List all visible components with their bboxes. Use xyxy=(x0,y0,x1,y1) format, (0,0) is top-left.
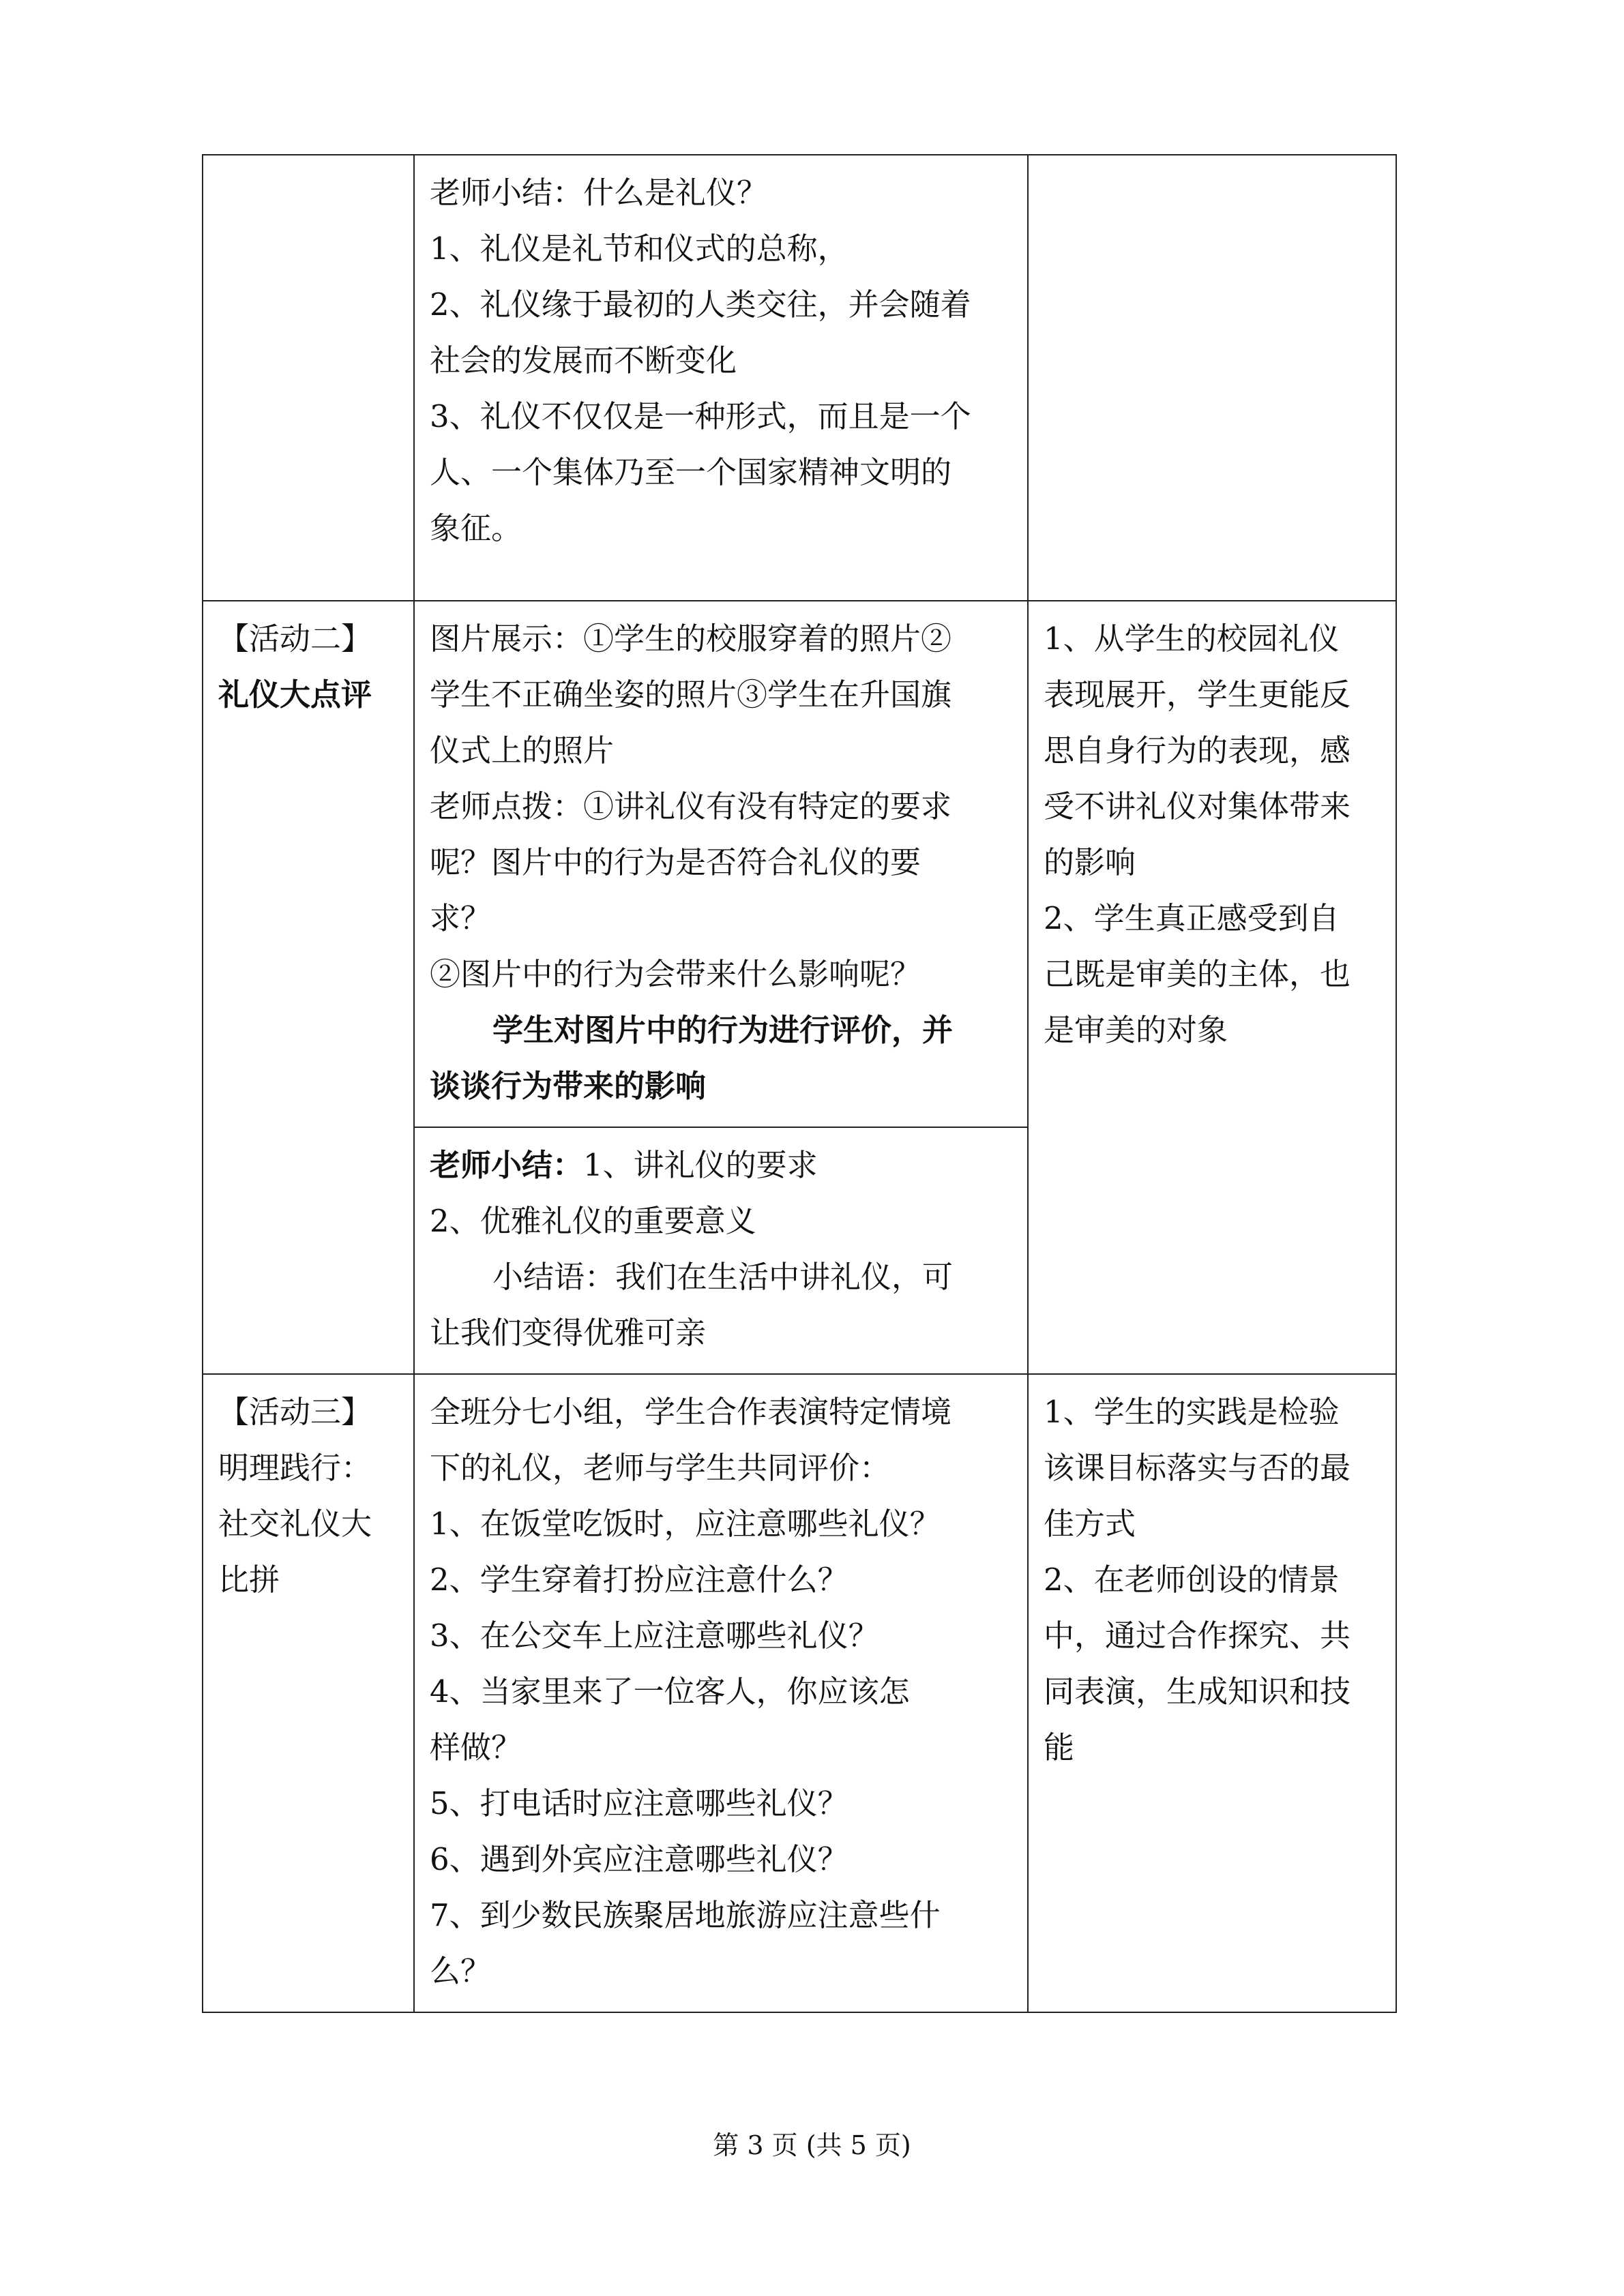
text-line: 社会的发展而不断变化 xyxy=(430,342,737,378)
text-line: 学生不正确坐姿的照片③学生在升国旗 xyxy=(430,676,952,713)
summary-label: 老师小结： xyxy=(430,1147,584,1183)
text-line: 1、从学生的校园礼仪 xyxy=(1044,621,1340,657)
summary-line xyxy=(430,1137,1012,1193)
purpose-cell xyxy=(1028,155,1396,601)
text-line: 3、礼仪不仅仅是一种形式，而且是一个 xyxy=(430,398,971,434)
text-line: 表现展开，学生更能反 xyxy=(1044,676,1351,713)
text-line: 小结语：我们在生活中讲礼仪，可 xyxy=(492,1259,954,1295)
text-line: 4、当家里来了一位客人，你应该怎 xyxy=(430,1673,910,1710)
text-line: 社交礼仪大 xyxy=(218,1506,372,1542)
text-line: 让我们变得优雅可亲 xyxy=(430,1315,707,1351)
text-line: 己既是审美的主体，也 xyxy=(1044,956,1351,992)
activity-cell xyxy=(203,601,414,1374)
text-line: 老师点拨：①讲礼仪有没有特定的要求 xyxy=(430,788,952,824)
text-line: 同表演，生成知识和技 xyxy=(1044,1673,1351,1710)
text-line: 2、在老师创设的情景 xyxy=(1044,1562,1340,1598)
text-line: 能 xyxy=(1044,1729,1075,1765)
content-cell xyxy=(414,1374,1028,2012)
text-line: 下的礼仪，老师与学生共同评价： xyxy=(430,1450,891,1486)
text-line: 1、学生的实践是检验 xyxy=(1044,1394,1340,1430)
content-cell xyxy=(414,155,1028,601)
text-line: 图片展示：①学生的校服穿着的照片② xyxy=(430,621,952,657)
text-line: 思自身行为的表现，感 xyxy=(1044,732,1351,769)
text-line: 1、在饭堂吃饭时，应注意哪些礼仪？ xyxy=(430,1506,941,1542)
text-line: 比拼 xyxy=(218,1562,280,1598)
text-line: 样做？ xyxy=(430,1729,522,1765)
text-line: 佳方式 xyxy=(1044,1506,1136,1542)
activity-name: 礼仪大点评 xyxy=(218,676,372,713)
text-line: 5、打电话时应注意哪些礼仪？ xyxy=(430,1785,848,1821)
activity-cell xyxy=(203,155,414,601)
text-line: 老师小结：什么是礼仪？ xyxy=(430,175,768,211)
text-line: 受不讲礼仪对集体带来 xyxy=(1044,788,1351,824)
text-line: 中，通过合作探究、共 xyxy=(1044,1617,1351,1654)
activity-title: 【活动二】 xyxy=(218,621,372,657)
text-line: 2、学生真正感受到自 xyxy=(1044,900,1340,936)
text-line: 全班分七小组，学生合作表演特定情境 xyxy=(430,1394,952,1430)
text-line: 呢？图片中的行为是否符合礼仪的要 xyxy=(430,844,921,880)
bold-text-line: 谈谈行为带来的影响 xyxy=(430,1068,707,1104)
text-line: 么？ xyxy=(430,1953,492,1989)
text-line: 人、一个集体乃至一个国家精神文明的 xyxy=(430,454,952,490)
table-row xyxy=(203,155,1396,601)
text-line: 2、优雅礼仪的重要意义 xyxy=(430,1203,756,1239)
text-line: 3、在公交车上应注意哪些礼仪？ xyxy=(430,1617,879,1654)
text-line: 是审美的对象 xyxy=(1044,1012,1228,1048)
text-line: 6、遇到外宾应注意哪些礼仪？ xyxy=(430,1841,848,1877)
text-line: 明理践行： xyxy=(218,1450,372,1486)
text-line: 2、礼仪缘于最初的人类交往，并会随着 xyxy=(430,286,971,323)
text-line: 的影响 xyxy=(1044,844,1136,880)
content-cell xyxy=(414,601,1028,1127)
activity-cell xyxy=(203,1374,414,2012)
text-line: 2、学生穿着打扮应注意什么？ xyxy=(430,1562,848,1598)
lesson-plan-table xyxy=(202,154,1397,2013)
text-line: ②图片中的行为会带来什么影响呢？ xyxy=(430,956,921,992)
activity-title: 【活动三】 xyxy=(218,1394,372,1430)
bold-text-line: 学生对图片中的行为进行评价，并 xyxy=(492,1012,954,1048)
text-line: 1、礼仪是礼节和仪式的总称， xyxy=(430,230,848,267)
table-row xyxy=(203,601,1396,1127)
text-line: 象征。 xyxy=(430,510,522,546)
text-line: 仪式上的照片 xyxy=(430,732,615,769)
text-line: 求？ xyxy=(430,900,492,936)
summary-first: 1、讲礼仪的要求 xyxy=(583,1147,818,1183)
purpose-cell xyxy=(1028,601,1396,1374)
purpose-cell xyxy=(1028,1374,1396,2012)
text-line: 7、到少数民族聚居地旅游应注意些什 xyxy=(430,1897,941,1933)
text-line: 该课目标落实与否的最 xyxy=(1044,1450,1351,1486)
summary-cell xyxy=(414,1127,1028,1374)
table-row xyxy=(203,1374,1396,2012)
page-footer: 第 3 页 (共 5 页) xyxy=(713,2130,911,2160)
